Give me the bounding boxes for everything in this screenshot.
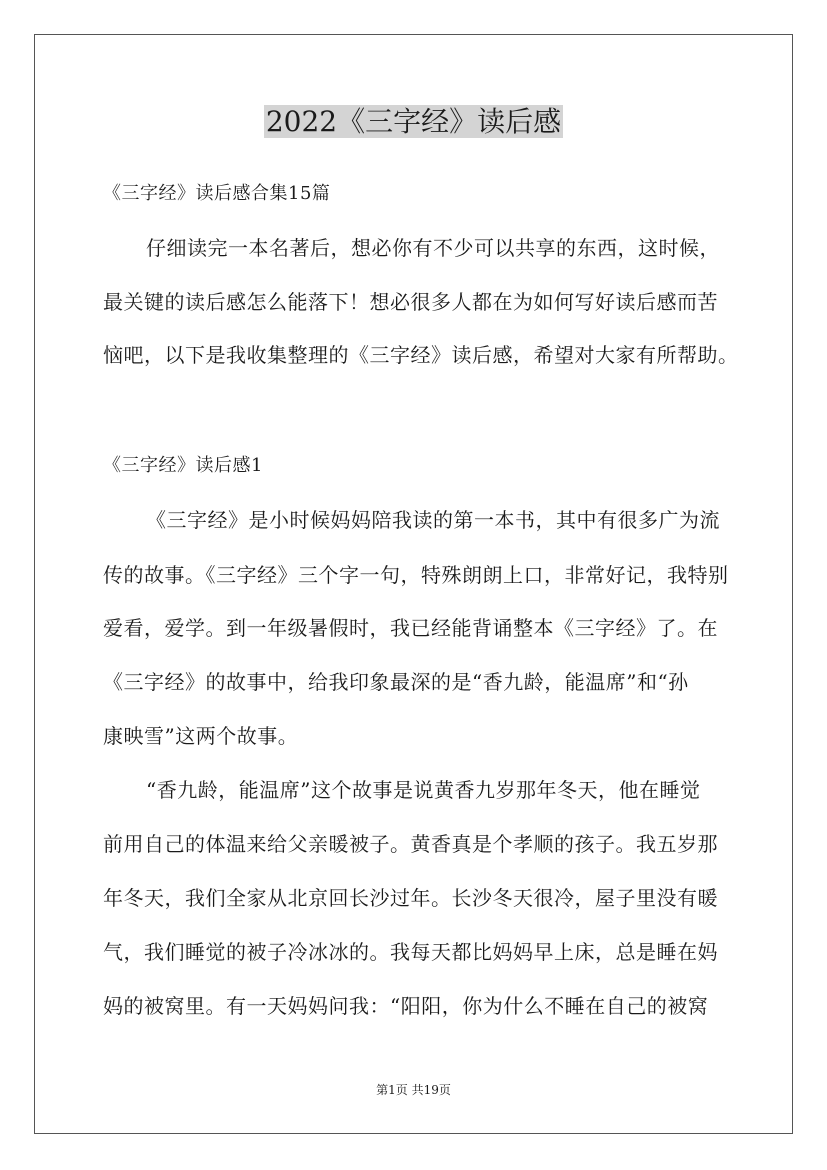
intro-line: 仔细读完一本名著后，想必你有不少可以共享的东西，这时候，	[146, 236, 720, 260]
paragraph-line: 《三字经》的故事中，给我印象最深的是“香九龄，能温席”和“孙	[103, 670, 689, 694]
page-footer: 第1页 共19页	[376, 1083, 451, 1097]
paragraph-line: 康映雪”这两个故事。	[103, 724, 299, 748]
title-text: 2022《三字经》读后感	[265, 105, 562, 138]
paragraph-line: “香九龄，能温席”这个故事是说黄香九岁那年冬天，他在睡觉	[146, 778, 701, 802]
paragraph-line: 妈的被窝里。有一天妈妈问我：“阳阳，你为什么不睡在自己的被窝	[103, 994, 709, 1018]
document-title	[0, 102, 827, 142]
section-heading: 《三字经》读后感1	[103, 455, 263, 476]
intro-line: 最关键的读后感怎么能落下！想必很多人都在为如何写好读后感而苦	[103, 290, 718, 314]
paragraph-line: 年冬天，我们全家从北京回长沙过年。长沙冬天很冷，屋子里没有暖	[103, 886, 718, 910]
paragraph-line: 前用自己的体温来给父亲暖被子。黄香真是个孝顺的孩子。我五岁那	[103, 832, 718, 856]
paragraph-line: 《三字经》是小时候妈妈陪我读的第一本书，其中有很多广为流	[146, 508, 720, 532]
paragraph-line: 传的故事。《三字经》三个字一句，特殊朗朗上口，非常好记，我特别	[103, 563, 729, 587]
subtitle: 《三字经》读后感合集15篇	[103, 183, 331, 204]
paragraph-line: 气，我们睡觉的被子冷冰冰的。我每天都比妈妈早上床，总是睡在妈	[103, 940, 718, 964]
paragraph-line: 爱看，爱学。到一年级暑假时，我已经能背诵整本《三字经》了。在	[103, 616, 718, 640]
intro-line: 恼吧，以下是我收集整理的《三字经》读后感，希望对大家有所帮助。	[103, 343, 739, 367]
